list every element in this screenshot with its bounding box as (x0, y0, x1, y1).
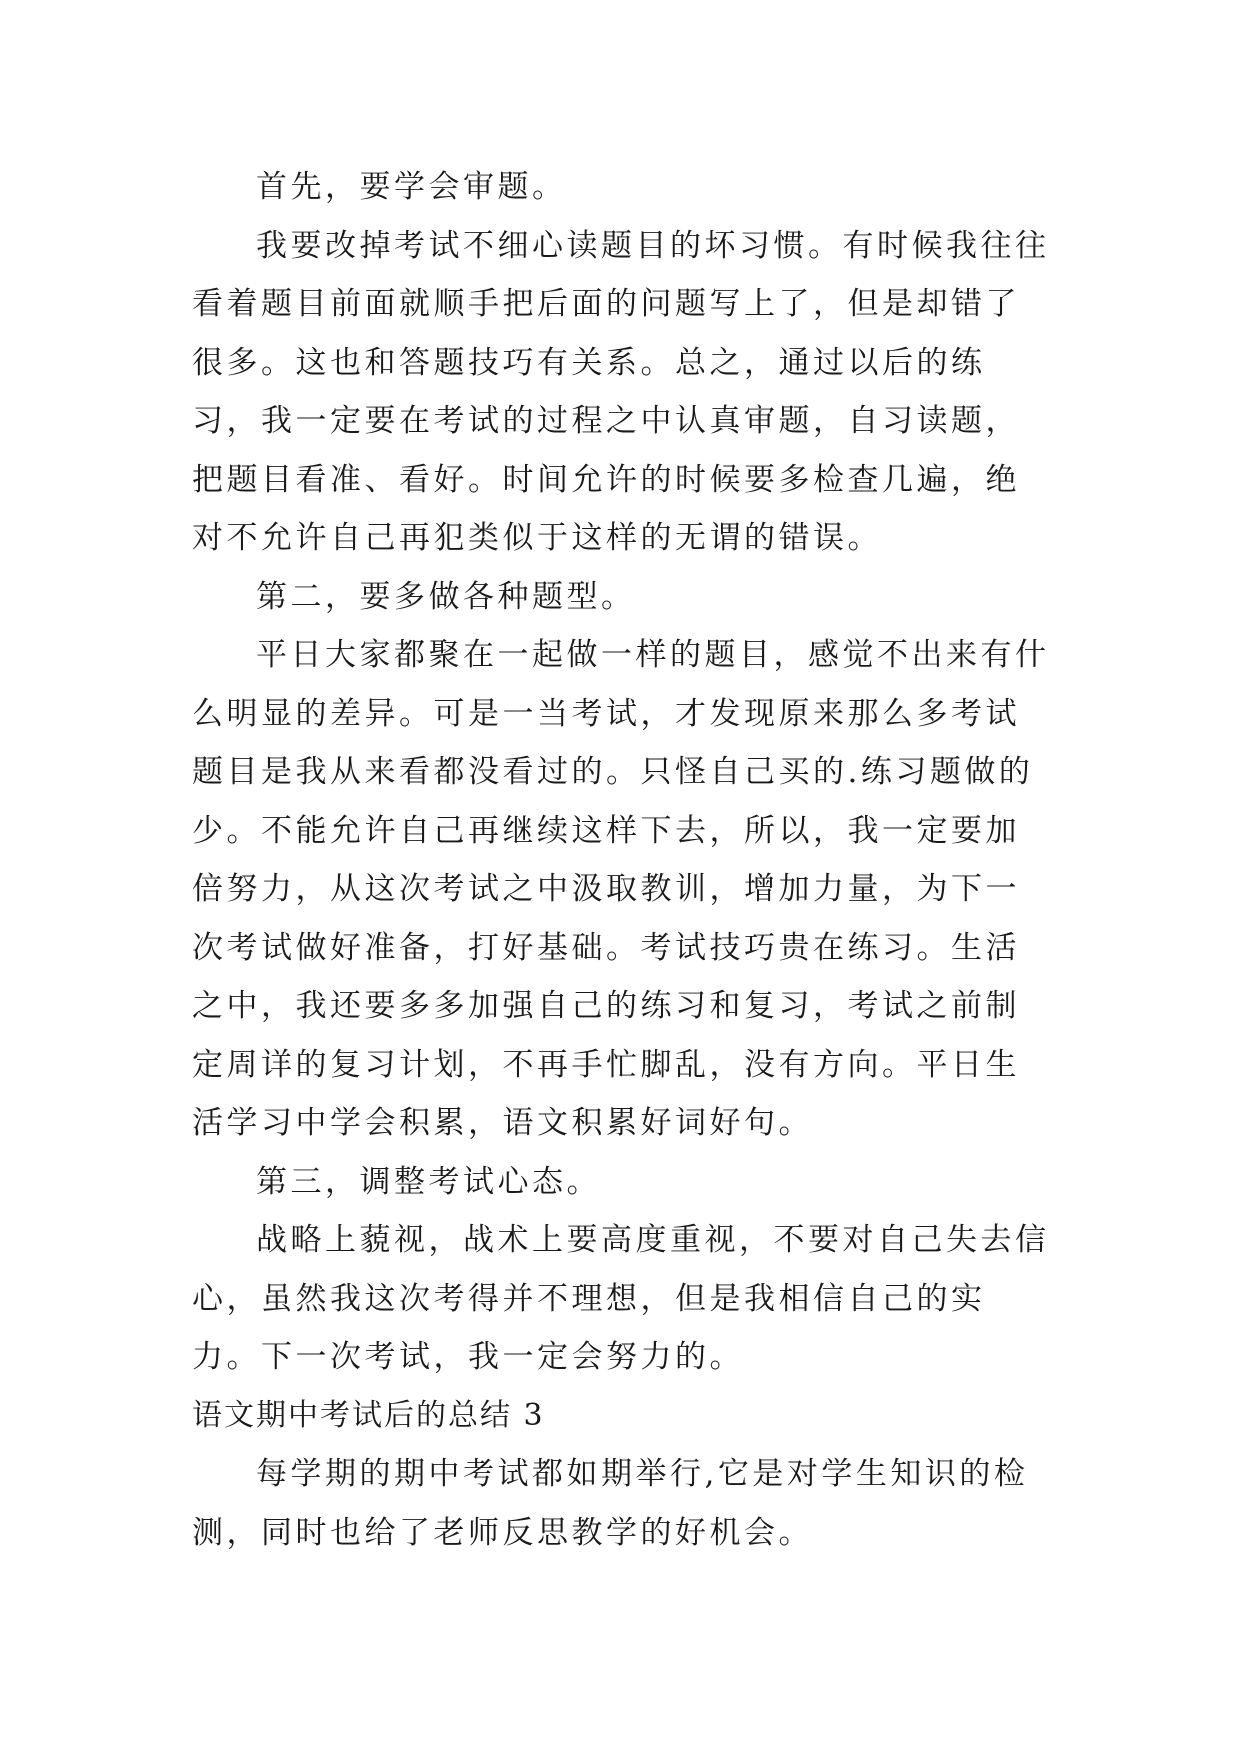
paragraph: 第三，调整考试心态。 (256, 1163, 601, 1200)
document-body (192, 158, 1052, 1562)
paragraph: 每学期的期中考试都如期举行,它是对学生知识的检测，同时也给了老师反思教学的好机会。 (192, 1456, 1029, 1551)
paragraph: 第二，要多做各种题型。 (256, 578, 636, 615)
paragraph: 平日大家都聚在一起做一样的题目，感觉不出来有什么明显的差异。可是一当考试，才发现原来那么多考试题目是我从来看都没看过的。只怪自己买的.练习题做的少。不能允许自己再继续这样下去，所以，我一定要加倍努力，从这次考试之中汲取教训，增加力量，为下一次考试做好准备，打好基础。考试技巧贵在练习。生活之中，我还要多多加强自己的练习和复习，考试之前制定周详的复习计划，不再手忙脚乱，没有方向。平日生活学习中学会积累，语文积累好词好句。 (192, 637, 1050, 1141)
section-heading: 语文期中考试后的总结 3 (192, 1397, 545, 1433)
paragraph: 我要改掉考试不细心读题目的坏习惯。有时候我往往看着题目前面就顺手把后面的问题写上了，但是却错了很多。这也和答题技巧有关系。总之，通过以后的练习，我一定要在考试的过程之中认真审题，自习读题，把题目看准、看好。时间允许的时候要多检查几遍，绝对不允许自己再犯类似于这样的无谓的错误。 (192, 227, 1050, 556)
paragraph: 战略上藐视，战术上要高度重视，不要对自己失去信心，虽然我这次考得并不理想，但是我相信自己的实力。下一次考试，我一定会努力的。 (192, 1222, 1050, 1375)
paragraph: 首先，要学会审题。 (256, 169, 567, 205)
